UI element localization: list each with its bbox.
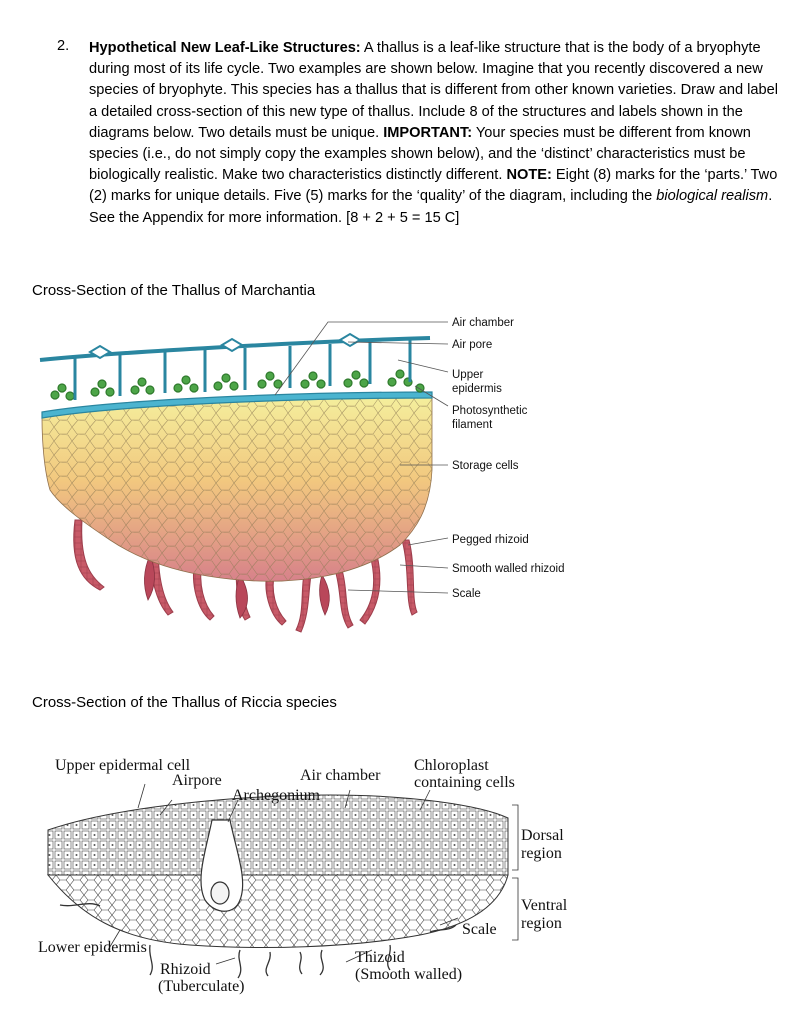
label-dorsal-line2: region xyxy=(521,845,562,862)
dorsal-region xyxy=(48,795,508,875)
biological-realism: biological realism xyxy=(656,188,769,205)
label-photosynthetic-line1: Photosynthetic xyxy=(452,405,528,417)
label-photosynthetic-line2: filament xyxy=(452,419,493,431)
label-upper-epidermis-line1: Upper xyxy=(452,369,484,381)
label-upper-epidermis-line2: epidermis xyxy=(452,383,502,395)
question-number: 2. xyxy=(57,38,70,54)
label-airpore: Airpore xyxy=(172,772,222,789)
question-paragraph-3: Eight (8) marks for the ‘parts.’ Two (2) marks for unique details. Five (5) marks for the ‘quality’ of the diagram, including the xyxy=(89,167,778,205)
question-paragraph-1: A thallus is a leaf-like structure that is the body of a bryophyte during most of its life cycle. Two examples are shown below. Imagine that you recently discovered a new species of bryophyte. This species has a thallus that is different from other known varieties. Draw and label a detailed cross-section of this new type of thallus. Include 8 of the structures and labels shown in the diagrams below. Two details must be unique. xyxy=(89,40,778,141)
important-label: IMPORTANT: xyxy=(383,124,473,141)
label-ventral-line2: region xyxy=(521,915,562,932)
label-scale: Scale xyxy=(462,921,497,938)
label-chloroplast-line2: containing cells xyxy=(414,774,515,791)
label-storage-cells: Storage cells xyxy=(452,460,519,472)
label-air-chamber: Air chamber xyxy=(300,767,381,784)
question-paragraph-2: Your species must be different from known species (i.e., do not simply copy the examples shown below), and the ‘distinct’ characteristics must be biologically realistic. Make two characteristics distinctly different. xyxy=(89,124,751,184)
label-lower-epidermis: Lower epidermis xyxy=(38,939,147,956)
marchantia-caption: Cross-Section of the Thallus of Marchantia xyxy=(32,282,316,299)
label-scale: Scale xyxy=(452,588,481,600)
label-pegged-rhizoid: Pegged rhizoid xyxy=(452,534,529,546)
label-thizoid-line2: (Smooth walled) xyxy=(355,966,463,983)
label-upper-epidermal-cell: Upper epidermal cell xyxy=(55,757,191,774)
label-thizoid-line1: Thizoid xyxy=(355,949,405,966)
label-archegonium: Archegonium xyxy=(232,787,320,804)
question-paragraph-4: . See the Appendix for more information. [8 + 2 + 5 = 15 C] xyxy=(89,188,773,226)
label-chloroplast-line1: Chloroplast xyxy=(414,757,489,774)
label-dorsal-line1: Dorsal xyxy=(521,827,564,844)
question-title: Hypothetical New Leaf-Like Structures: xyxy=(89,40,361,56)
label-smooth-walled-rhizoid: Smooth walled rhizoid xyxy=(452,563,565,575)
note-label: NOTE: xyxy=(506,167,552,184)
label-rhizoid-tuberculate-line1: Rhizoid xyxy=(160,961,211,978)
label-ventral-line1: Ventral xyxy=(521,897,568,914)
ventral-region xyxy=(48,875,508,948)
riccia-caption: Cross-Section of the Thallus of Riccia species xyxy=(32,694,337,711)
label-rhizoid-tuberculate-line2: (Tuberculate) xyxy=(158,978,245,995)
label-air-chamber: Air chamber xyxy=(452,317,514,329)
label-air-pore: Air pore xyxy=(452,339,493,351)
